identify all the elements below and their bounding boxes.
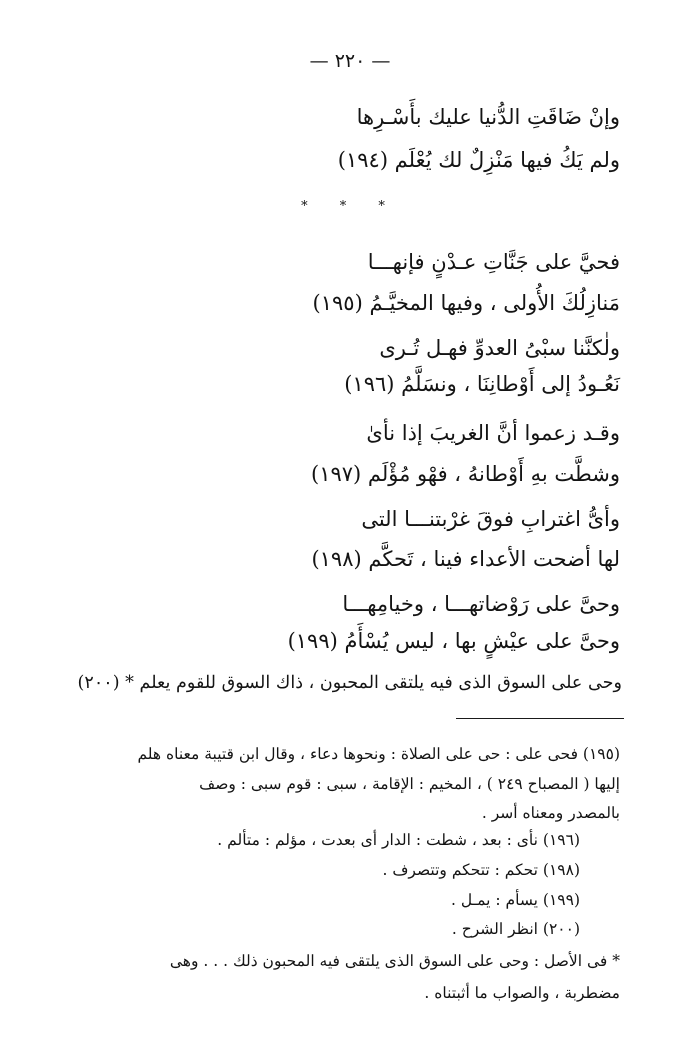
verse-line: نَعُـودُ إلى أَوْطانِنَا ، ونسَلَّمُ (١٩٦) (344, 372, 620, 396)
verse-line: وإنْ ضَاقَتِ الدُّنيا عليك بأَسْـرِها (356, 105, 620, 129)
verse-line: فحيَّ على جَنَّاتِ عـدْنٍ فإنهـــا (367, 250, 620, 274)
footnote-line: (٢٠٠) انظر الشرح . (451, 920, 580, 938)
footnote-line: (١٩٩) يسأم : يمـل . (451, 891, 580, 909)
section-separator: * * * (301, 199, 399, 214)
footnote-line: (١٩٦) نأى : بعد ، شطت : الدار أى بعدت ، مؤلم : متألم . (217, 831, 580, 849)
verse-line: وحى على السوق الذى فيه يلتقى المحبون ، ذاك السوق للقوم يعلم * (٢٠٠) (77, 673, 622, 693)
footnote-line: (١٩٥) فحى على : حى على الصلاة : ونحوها دعاء ، وقال ابن قتيبة معناه هلم (137, 745, 620, 763)
page-number: — ٢٢٠ — (309, 50, 391, 72)
footnote-line: بالمصدر ومعناه أسر . (481, 804, 620, 822)
verse-line: وقـد زعموا أنَّ الغريبَ إذا نأىٰ (366, 421, 620, 445)
footnote-line: مضطربة ، والصواب ما أثبتناه . (424, 984, 620, 1002)
verse-line: مَنازِلُكَ الأُولى ، وفيها المخيَّـمُ (١٩٥) (312, 291, 620, 315)
verse-line: وحىَّ على عيْشٍ بها ، ليس يُسْأَمُ (١٩٩) (287, 629, 620, 653)
verse-line: وشطَّت بهِ أَوْطانهُ ، فهْو مُؤْلَم (١٩٧) (311, 462, 620, 486)
footnote-line: إليها ( المصباح ٢٤٩ ) ، المخيم : الإقامة ، سبى : قوم سبى : وصف (199, 775, 620, 793)
verse-line: ولٰكنَّنا سبْىُ العدوِّ فهـل تُـرى (379, 336, 620, 360)
footnote-line: * فى الأصل : وحى على السوق الذى يلتقى فيه المحبون ذلك . . . وهى (169, 952, 620, 970)
verse-line: لها أضحت الأعداء فينا ، تَحكَّم (١٩٨) (311, 547, 620, 571)
verse-line: وأىُّ اغترابِ فوقَ غرْبتنـــا التى (361, 507, 620, 531)
footnote-line: (١٩٨) تحكم : تتحكم وتتصرف . (382, 861, 580, 879)
verse-line: وحىَّ على رَوْضاتهـــا ، وخيامِهـــا (342, 592, 620, 616)
verse-line: ولم يَكُ فيها مَنْزِلٌ لك يُعْلَم (١٩٤) (337, 148, 620, 172)
footnote-divider (456, 718, 624, 719)
